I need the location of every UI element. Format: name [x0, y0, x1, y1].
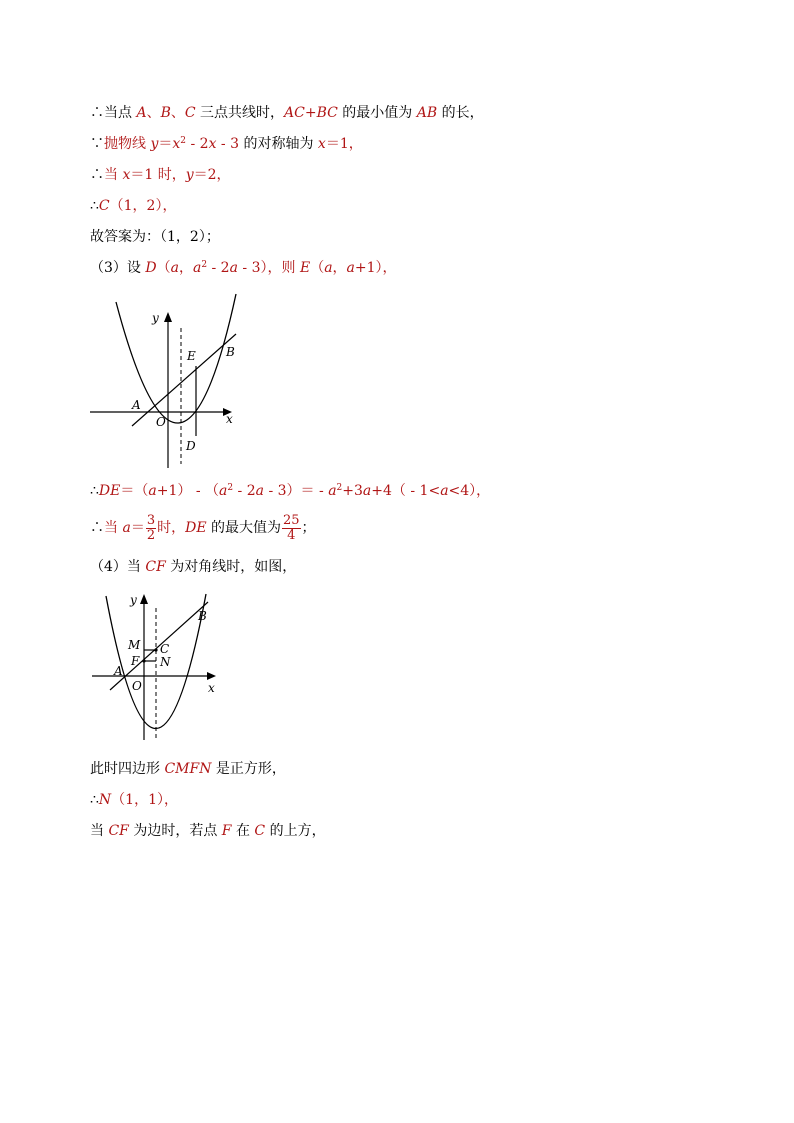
text-line-3 — [90, 166, 231, 184]
text-run: 时， — [157, 520, 186, 536]
text-run: 抛物线 — [104, 136, 151, 152]
text-run: ＝1， — [325, 136, 363, 152]
label-y: y — [152, 311, 159, 325]
label-x: x — [208, 681, 215, 695]
var: a — [440, 483, 449, 499]
text-run: +4（ - 1< — [371, 483, 441, 499]
text-run: - 2 — [207, 260, 230, 276]
point-d: D — [145, 260, 157, 276]
point-e: E — [299, 260, 311, 276]
text-run: ＝1 时， — [130, 167, 186, 183]
point-c: C — [98, 198, 110, 214]
segment: DE — [185, 520, 207, 536]
parabola-figure-2 — [88, 590, 228, 742]
text-line-7 — [90, 482, 490, 500]
text-line-10 — [90, 760, 286, 778]
label-e: E — [187, 349, 196, 363]
label-o: O — [132, 679, 142, 693]
y-axis-arrow — [164, 312, 172, 322]
var: x — [208, 136, 217, 152]
segment: AB — [416, 105, 438, 121]
point-n: N — [98, 792, 112, 808]
point-c: C — [184, 105, 196, 121]
label-d: D — [186, 439, 196, 453]
text-run: 当 — [104, 167, 123, 183]
label-a: A — [132, 398, 141, 412]
text-run: 是正方形， — [211, 761, 286, 777]
text-run: - 3 — [216, 136, 240, 152]
point-f: F — [221, 823, 232, 839]
text-line-12 — [90, 822, 326, 840]
label-c: C — [160, 642, 170, 656]
therefore-symbol: ∴ — [90, 792, 99, 808]
fraction-25-quarters — [282, 514, 301, 543]
text-line-2 — [90, 135, 363, 153]
text-run: （ — [156, 260, 171, 276]
label-o: O — [156, 415, 166, 429]
var: x — [172, 136, 181, 152]
text-run: 为边时，若点 — [128, 823, 222, 839]
text-run: ＝2， — [193, 167, 231, 183]
line-ab — [110, 602, 208, 690]
var: a — [324, 260, 333, 276]
text-run: （ — [310, 260, 325, 276]
text-run: 为对角线时，如图， — [165, 559, 297, 575]
label-a: A — [114, 664, 123, 678]
therefore-symbol: ∴ — [90, 520, 104, 536]
text-run: +1） - （ — [156, 483, 220, 499]
text-run: - 3）＝ - — [264, 483, 329, 499]
text-run: 三点共线时， — [195, 105, 285, 121]
point-c: C — [254, 823, 266, 839]
var: a — [346, 260, 355, 276]
var: a — [219, 483, 228, 499]
var: a — [192, 260, 202, 276]
segment: CF — [145, 559, 166, 575]
exponent: 2 — [201, 260, 208, 270]
denominator: 4 — [287, 527, 296, 543]
text-line-6 — [90, 259, 397, 277]
text-run: （1，2）， — [109, 198, 177, 214]
text-run: ＝ — [158, 136, 173, 152]
text-run: <4）， — [448, 483, 491, 499]
var: y — [150, 136, 159, 152]
point-f-dot — [142, 659, 145, 662]
answer-text: 故答案为：（1，2）； — [90, 229, 220, 245]
therefore-symbol: ∴ — [90, 483, 99, 499]
var: a — [255, 483, 265, 499]
text-run: （3）设 — [90, 260, 146, 276]
point-a: A — [136, 105, 147, 121]
text-run: 、 — [170, 105, 185, 121]
parabola-figure-1 — [88, 292, 248, 472]
var: a — [170, 260, 179, 276]
text-run: （1，1）， — [111, 792, 178, 808]
exponent: 2 — [227, 483, 234, 493]
text-line-9 — [90, 558, 296, 576]
label-b: B — [198, 609, 207, 623]
text-run: - 2 — [186, 136, 209, 152]
text-run: 的上方， — [265, 823, 326, 839]
expression: AC+BC — [284, 105, 338, 121]
text-line-1 — [90, 104, 484, 122]
exponent: 2 — [180, 136, 187, 146]
point-b: B — [160, 105, 171, 121]
numerator: 25 — [283, 512, 300, 528]
text-line-4 — [90, 197, 176, 215]
fraction-three-halves — [146, 514, 156, 543]
text-line-8 — [90, 512, 316, 544]
text-run: 、 — [146, 105, 161, 121]
y-axis-arrow — [140, 594, 148, 604]
numerator: 3 — [146, 512, 156, 528]
text-run: - 3），则 — [237, 260, 300, 276]
label-y: y — [130, 593, 137, 607]
text-run: ＝ — [130, 520, 145, 536]
point-c-dot — [154, 648, 157, 651]
text-run: 当 — [90, 823, 109, 839]
text-run: 在 — [231, 823, 255, 839]
therefore-symbol: ∴ — [90, 167, 104, 183]
text-run: ， — [178, 260, 193, 276]
label-n: N — [160, 655, 171, 669]
text-run: 的对称轴为 — [239, 136, 318, 152]
exponent: 2 — [336, 483, 343, 493]
text-run: 此时四边形 — [90, 761, 165, 777]
quadrilateral: CMFN — [164, 761, 212, 777]
var: y — [185, 167, 194, 183]
therefore-symbol: ∴ — [90, 198, 99, 214]
label-m: M — [128, 638, 141, 652]
text-run: +1）， — [354, 260, 397, 276]
var: a — [148, 483, 157, 499]
text-run: 的最大值为 — [206, 520, 281, 536]
var: a — [362, 483, 372, 499]
var: a — [122, 520, 131, 536]
var: x — [122, 167, 131, 183]
x-axis-arrow — [207, 672, 216, 680]
var: a — [229, 260, 238, 276]
label-x: x — [226, 412, 233, 426]
segment: CF — [108, 823, 129, 839]
text-run: ； — [301, 520, 316, 536]
text-line-5 — [90, 228, 220, 246]
text-run: 当 — [104, 520, 123, 536]
text-run: ， — [332, 260, 347, 276]
var: x — [317, 136, 326, 152]
denominator: 2 — [146, 527, 156, 543]
text-run: 的最小值为 — [337, 105, 417, 121]
segment: DE — [98, 483, 121, 499]
text-run: ＝（ — [120, 483, 149, 499]
text-run: （4）当 — [90, 559, 146, 575]
var: a — [328, 483, 337, 499]
label-f: F — [131, 654, 140, 668]
text-run: +3 — [342, 483, 363, 499]
text-run: 的长， — [437, 105, 484, 121]
because-symbol: ∵ — [90, 136, 104, 152]
text-line-11 — [90, 791, 178, 809]
label-b: B — [226, 345, 235, 359]
text-run: ∴当点 — [90, 105, 137, 121]
text-run: - 2 — [233, 483, 256, 499]
